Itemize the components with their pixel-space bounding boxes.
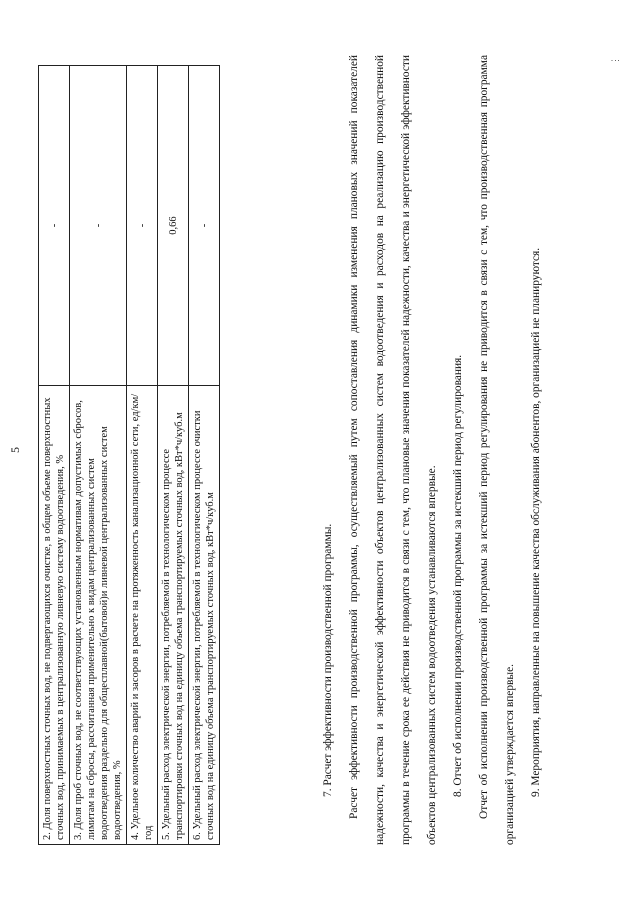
table-row [70,66,127,845]
table-row [39,66,70,845]
scan-edge-mark: ⋮ [610,56,620,65]
table-row [189,66,220,845]
indicator-label: 4. Удельное количество аварий и засоров в расчете на протяженность канализационной сети, ед/км/год [127,386,158,845]
section-8-text: Отчет об исполнении производственной программы за истекший период регулирования не приводится в связи с тем, что производственная программа организацией утверждается впервые. [478,55,516,845]
section-9-heading: 9. Мероприятия, направленные на повышение качества обслуживания абонентов, организацией не планируются. [530,247,542,797]
indicator-label: 3. Доля проб сточных вод, не соответствующих установленным нормативам допустимых сбросов, лимитам на сбросы, рассчитанная применительно к видам централизованных систем водоотведения раздельно для общесплавной(бытовой)и ливневой централизованных систем водоотведения, % [70,386,127,845]
indicator-label: 2. Доля поверхностных сточных вод, не подвергающихся очистке, в общем объеме поверхностных сточных вод, принимаемых в централизованную ливневую систему водоотведения, % [39,386,70,845]
indicator-value: 0,66 [158,66,189,386]
indicator-value: - [127,66,158,386]
section-8-heading: 8. Отчет об исполнении производственной программы за истекший период регулирования. [452,354,464,797]
indicator-label: 6. Удельный расход электрической энергии, потребляемой в технологическом процессе очистки сточных вод на единицу объема транспортируемых сточных вод, кВт*ч/куб.м [189,386,220,845]
indicator-value: - [39,66,70,386]
section-7-text: Расчет эффективности производственной программы, осуществляемый путем сопоставления динамики изменения плановых значений показателей надежности, качества и энергетической эффективности объектов централизованных систем водоотведения и расходов на реализацию производственной программы в течение срока ее действия не приводится в связи с тем, что плановые значения показателей надежности, качества и энергетической эффективности объектов централизованных систем водоотведения устанавливаются впервые. [348,55,438,845]
document-body [315,55,549,845]
table-row [127,66,158,845]
page-number: 5 [8,447,22,453]
indicator-label: 5. Удельный расход электрической энергии, потребляемой в технологическом процессе транспортировки сточных вод на единицу объема транспортируемых сточных вод, кВт*ч/куб.м [158,386,189,845]
indicator-value: - [70,66,127,386]
table-row [158,66,189,845]
section-7-heading: 7. Расчет эффективности производственной программы. [322,523,334,797]
indicators-table [38,65,220,845]
indicator-value: - [189,66,220,386]
